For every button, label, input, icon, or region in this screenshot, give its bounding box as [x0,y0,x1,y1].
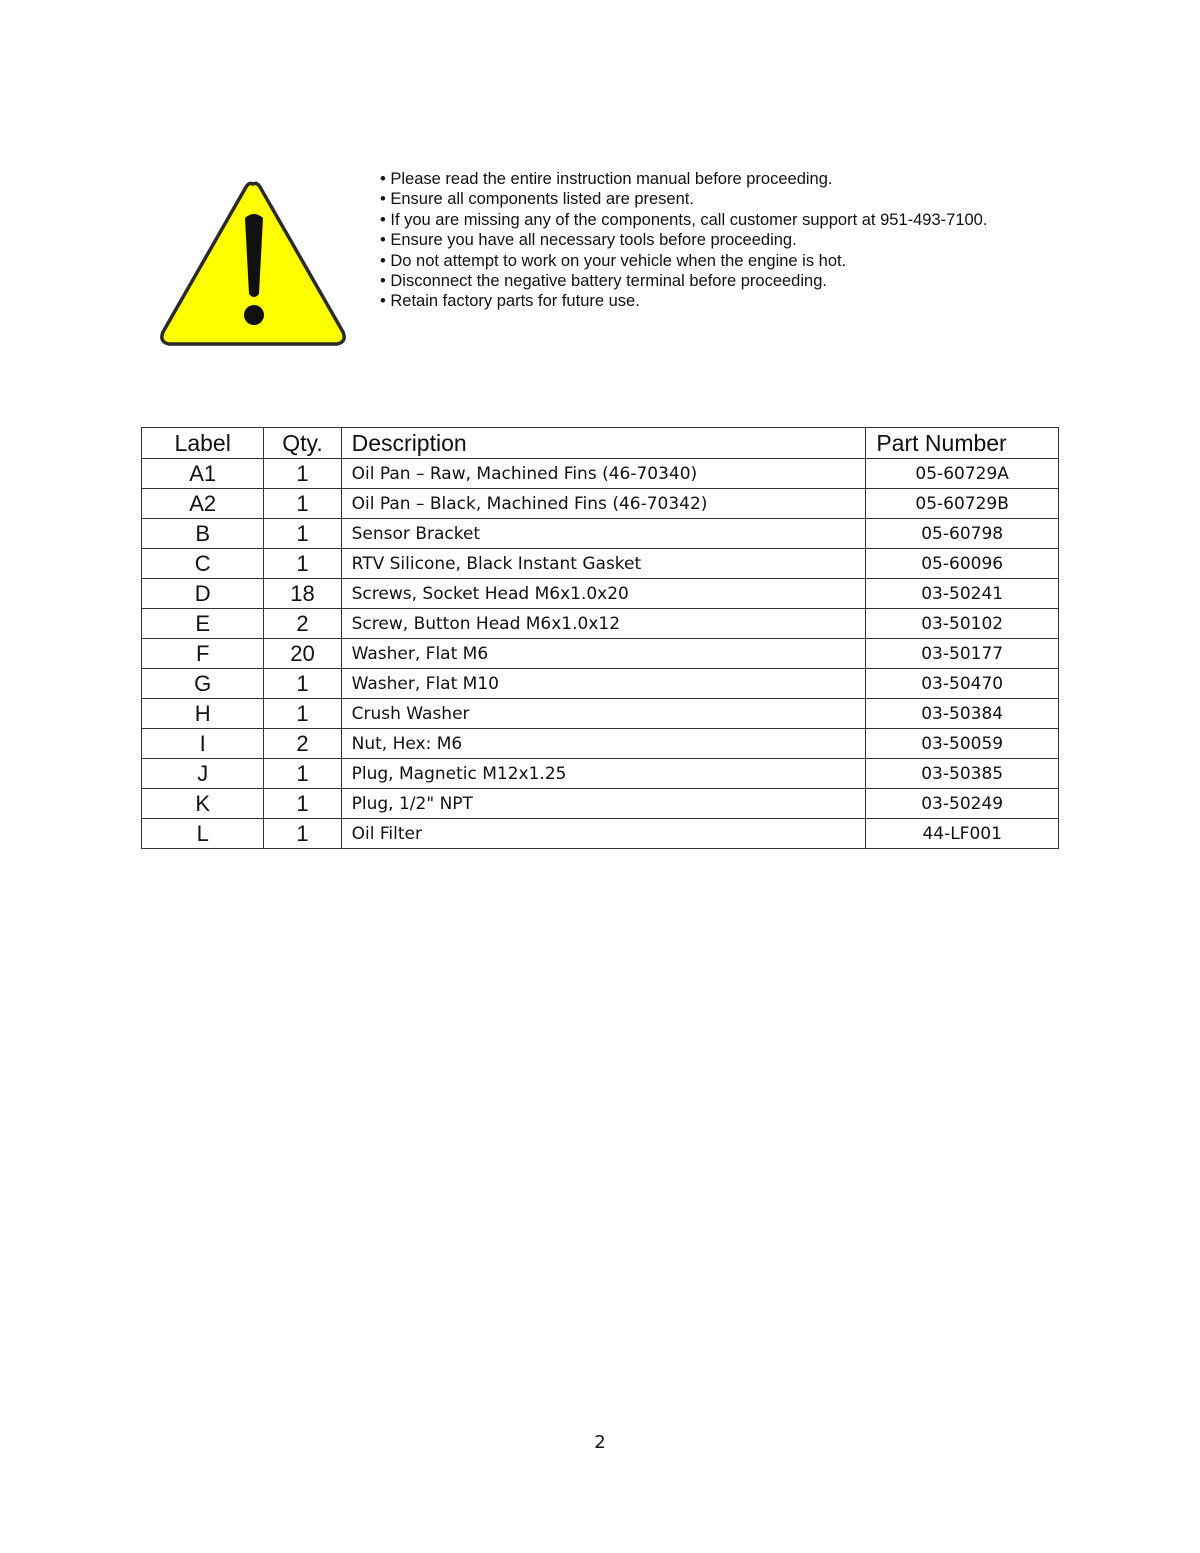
table-header-row [142,428,1059,459]
row-description: Plug, Magnetic M12x1.25 [341,759,866,789]
row-label: D [142,579,264,609]
row-description: Washer, Flat M10 [341,669,866,699]
row-qty: 1 [264,789,341,819]
table-row [142,579,1059,609]
warning-list [380,169,987,312]
row-part-number: 05-60729B [866,489,1059,519]
row-label: B [142,519,264,549]
page-number: 2 [594,1432,606,1453]
row-label: H [142,699,264,729]
row-qty: 18 [264,579,341,609]
row-label: G [142,669,264,699]
parts-table [141,427,1059,849]
row-part-number: 03-50384 [866,699,1059,729]
row-description: RTV Silicone, Black Instant Gasket [341,549,866,579]
table-row [142,759,1059,789]
row-label: E [142,609,264,639]
warning-item: • Please read the entire instruction manual before proceeding. [380,170,833,188]
table-row [142,459,1059,489]
table-row [142,519,1059,549]
row-description: Oil Pan – Raw, Machined Fins (46-70340) [341,459,866,489]
row-description: Sensor Bracket [341,519,866,549]
row-qty: 2 [264,729,341,759]
row-qty: 1 [264,459,341,489]
table-row [142,729,1059,759]
warning-item: • Do not attempt to work on your vehicle when the engine is hot. [380,251,847,270]
table-row [142,789,1059,819]
header-part-number: Part Number [866,428,1059,459]
row-description: Washer, Flat M6 [341,639,866,669]
row-description: Oil Filter [341,819,866,849]
row-qty: 1 [264,489,341,519]
header-label: Label [142,428,264,459]
row-description: Screw, Button Head M6x1.0x12 [341,609,866,639]
table-row [142,669,1059,699]
row-label: K [142,789,264,819]
row-part-number: 03-50059 [866,729,1059,759]
row-part-number: 03-50102 [866,609,1059,639]
row-qty: 1 [264,669,341,699]
header-qty: Qty. [264,428,341,459]
table-row [142,639,1059,669]
row-qty: 1 [264,519,341,549]
row-qty: 1 [264,549,341,579]
row-description: Nut, Hex: M6 [341,729,866,759]
row-qty: 2 [264,609,341,639]
warning-triangle-icon [157,178,349,348]
row-part-number: 05-60096 [866,549,1059,579]
row-qty: 1 [264,759,341,789]
row-label: C [142,549,264,579]
table-row [142,549,1059,579]
row-part-number: 03-50385 [866,759,1059,789]
row-description: Crush Washer [341,699,866,729]
row-label: F [142,639,264,669]
row-qty: 20 [264,639,341,669]
warning-item: • If you are missing any of the components, call customer support at 951-493-7100. [380,210,988,229]
row-label: A2 [142,489,264,519]
warning-item: • Retain factory parts for future use. [380,292,640,311]
table-row [142,609,1059,639]
table-row [142,489,1059,519]
row-part-number: 44-LF001 [866,819,1059,849]
warning-item: • Disconnect the negative battery terminal before proceeding. [380,272,827,291]
row-description: Plug, 1/2" NPT [341,789,866,819]
row-part-number: 03-50249 [866,789,1059,819]
row-qty: 1 [264,819,341,849]
row-label: J [142,759,264,789]
row-label: A1 [142,459,264,489]
row-label: L [142,819,264,849]
row-part-number: 05-60798 [866,519,1059,549]
row-part-number: 03-50177 [866,639,1059,669]
row-part-number: 03-50241 [866,579,1059,609]
header-description: Description [341,428,866,459]
row-qty: 1 [264,699,341,729]
table-row [142,819,1059,849]
row-part-number: 05-60729A [866,459,1059,489]
row-part-number: 03-50470 [866,669,1059,699]
row-description: Oil Pan – Black, Machined Fins (46-70342) [341,489,866,519]
table-row [142,699,1059,729]
warning-item: • Ensure all components listed are present. [380,190,694,209]
row-description: Screws, Socket Head M6x1.0x20 [341,579,866,609]
row-label: I [142,729,264,759]
warning-item: • Ensure you have all necessary tools before proceeding. [380,231,797,250]
parts-table-body [142,459,1059,849]
